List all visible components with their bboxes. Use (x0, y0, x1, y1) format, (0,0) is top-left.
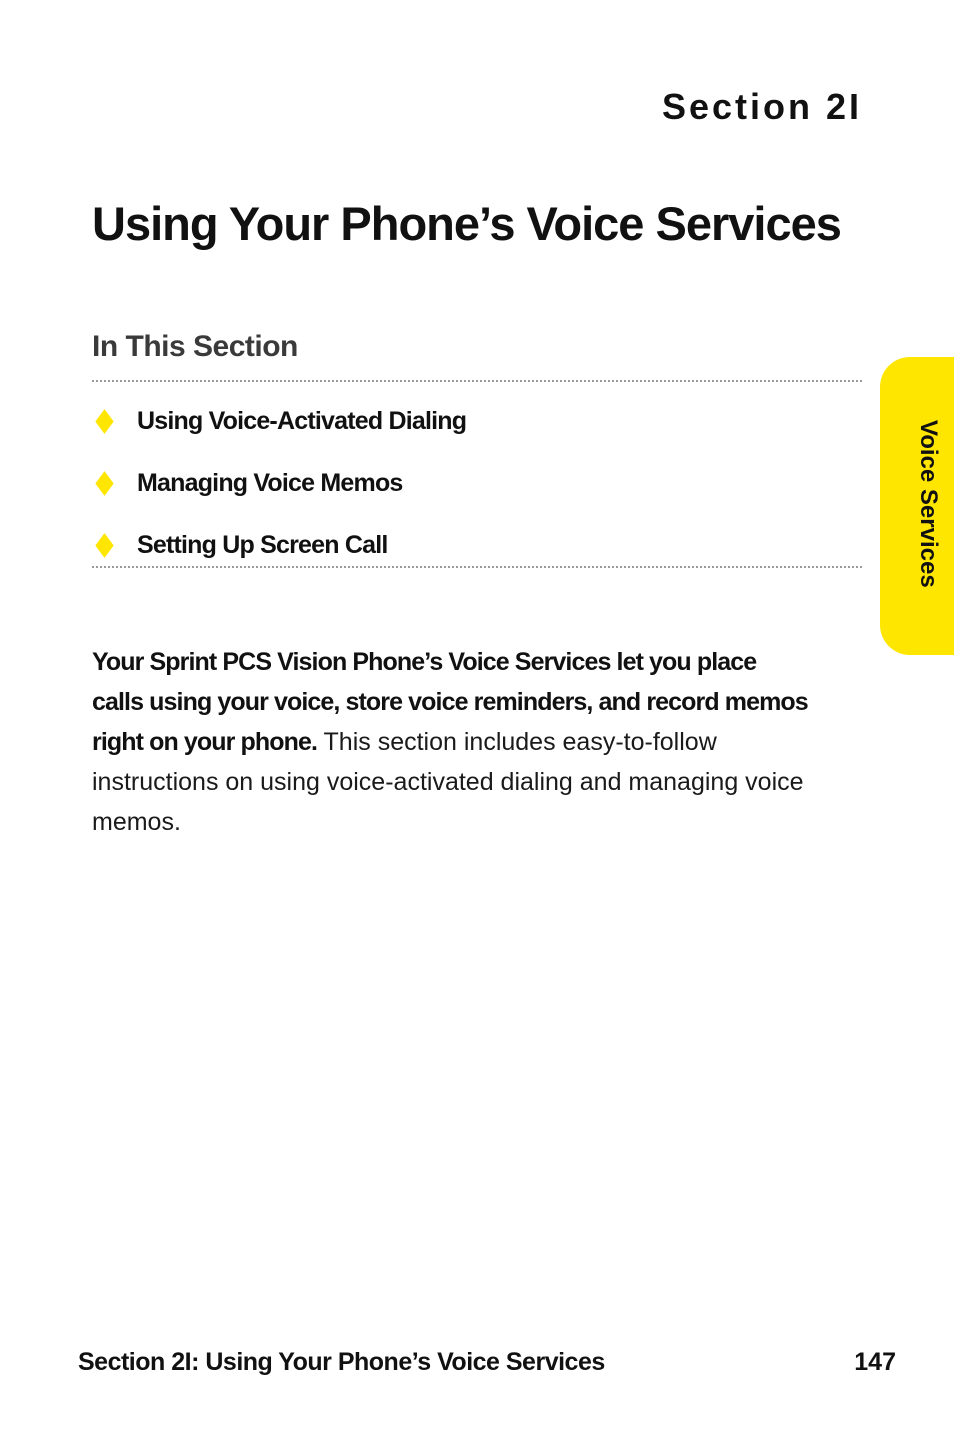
list-item-label: Managing Voice Memos (137, 468, 403, 497)
section-contents-list (92, 390, 466, 576)
divider-bottom (92, 566, 862, 568)
list-item[interactable] (92, 390, 466, 452)
diamond-icon (95, 409, 113, 434)
section-label: Section 2I (661, 86, 862, 127)
page-title: Using Your Phone’s Voice Services (92, 197, 841, 250)
divider-top (92, 380, 862, 382)
in-this-section-heading: In This Section (92, 330, 298, 363)
footer-title: Section 2I: Using Your Phone’s Voice Services (78, 1348, 605, 1376)
side-tab-label: Voice Services (915, 420, 942, 588)
list-item-label: Setting Up Screen Call (137, 530, 388, 559)
intro-lead: Your Sprint PCS Vision Phone’s Voice Services let you place calls using your voice, store voice reminders, and record memos right on your phone. (92, 648, 808, 756)
intro-paragraph (92, 642, 812, 842)
page-number: 147 (854, 1348, 896, 1376)
intro-body: This section includes easy-to-follow instructions on using voice-activated dialing and managing voice memos. (92, 728, 804, 836)
list-item[interactable] (92, 452, 466, 514)
list-item-label: Using Voice-Activated Dialing (137, 406, 467, 435)
diamond-icon (95, 533, 113, 558)
diamond-icon (95, 471, 113, 496)
